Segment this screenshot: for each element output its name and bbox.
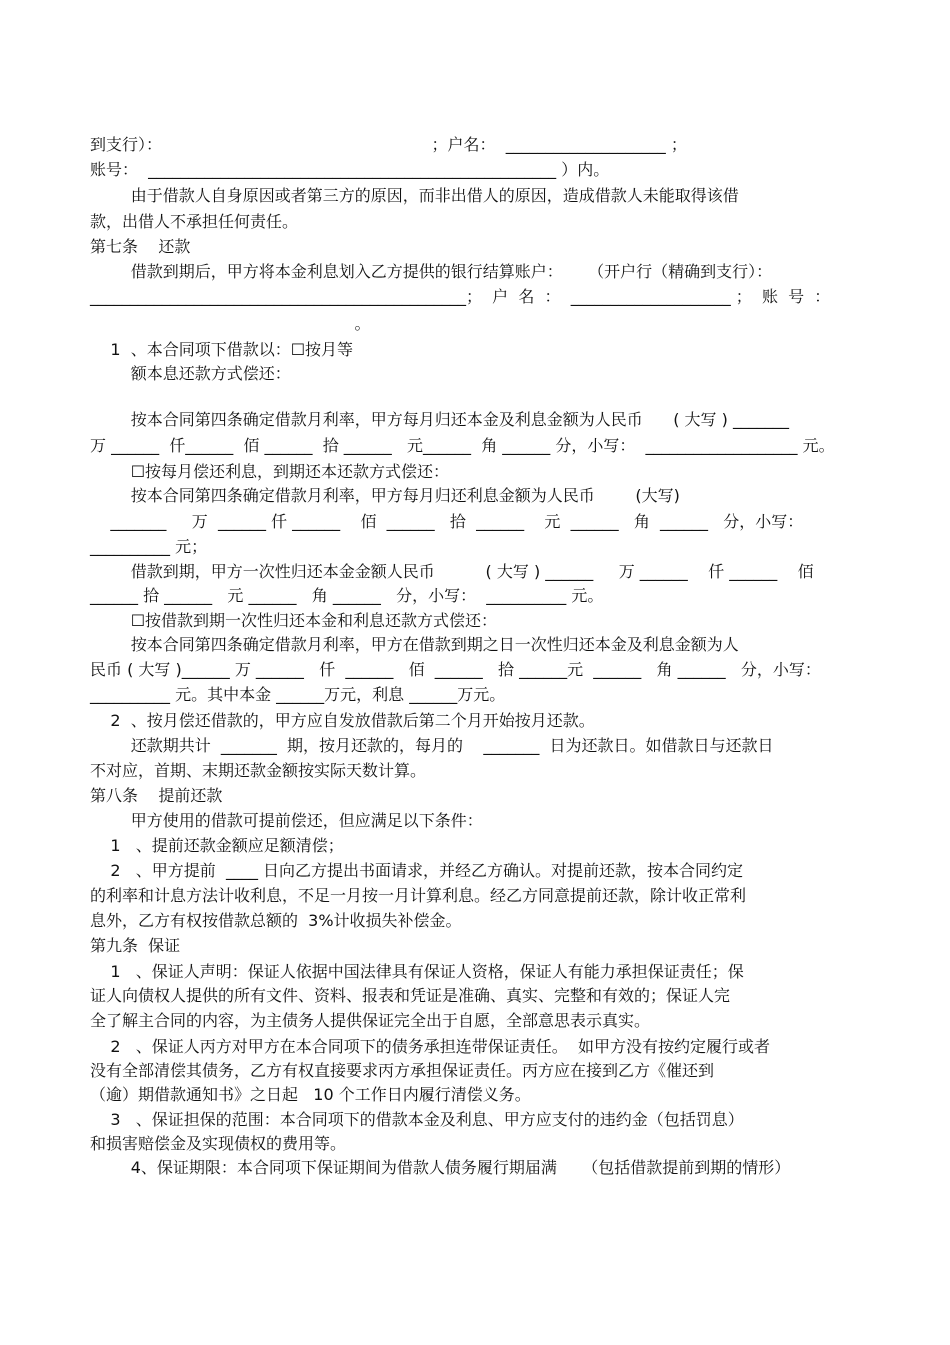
text-line: 到支行）： ；户名： ____________________ ； [90, 135, 687, 154]
section-heading: 第七条 还款 [90, 237, 191, 256]
text-line: 。 [90, 314, 371, 333]
text-line: 3 、保证担保的范围：本合同项下的借款本金及利息、甲方应支付的违约金（包括罚息） [90, 1110, 744, 1129]
text-line: 额本息还款方式偿还： [90, 364, 291, 383]
text-line: 的利率和计息方法计收利息，不足一月按一月计算利息。经乙方同意提前还款，除计收正常利 [90, 886, 747, 905]
text-line: （逾）期借款通知书》之日起 10 个工作日内履行清偿义务。 [90, 1085, 531, 1104]
text-line: 1 、本合同项下借款以：☐按月等 [90, 340, 354, 359]
text-line: 1 、提前还款金额应足额清偿； [90, 836, 344, 855]
text-line: 民币 ( 大写 )______ 万 ______ 仟 ______ 佰 ______ 拾 ______元 ______ 角 ______ 分，小写： [90, 660, 821, 679]
section-heading: 第八条 提前还款 [90, 786, 223, 805]
text-line: 账号： ___________________________________________________ ）内。 [90, 160, 610, 179]
text-line: 2 、按月偿还借款的，甲方应自发放借款后第二个月开始按月还款。 [90, 711, 595, 730]
text-line: 和损害赔偿金及实现债权的费用等。 [90, 1134, 347, 1153]
text-line: 按本合同第四条确定借款月利率，甲方每月归还利息金额为人民币 (大写) [90, 486, 680, 505]
text-line: __________ 元。其中本金 ______万元，利息 ______万元。 [90, 685, 506, 704]
text-line: 2 、甲方提前 ____ 日向乙方提出书面请求，并经乙方确认。对提前还款，按本合同约定 [90, 861, 744, 880]
text-line: 按本合同第四条确定借款月利率，甲方在借款到期之日一次性归还本金及利息金额为人 [90, 635, 739, 654]
text-line: ______ 拾 ______ 元 ______ 角 ______ 分，小写： __________ 元。 [90, 586, 604, 605]
text-line: 没有全部清偿其债务，乙方有权直接要求丙方承担保证责任。丙方应在接到乙方《催还到 [90, 1061, 715, 1080]
text-line: 借款到期，甲方一次性归还本金金额人民币 ( 大写 ) ______ 万 ______ 仟 ______ 佰 [90, 562, 814, 581]
text-line: 由于借款人自身原因或者第三方的原因，而非出借人的原因，造成借款人未能取得该借 [90, 186, 739, 205]
text-line: 甲方使用的借款可提前偿还，但应满足以下条件： [90, 811, 483, 830]
text-line: 款，出借人不承担任何责任。 [90, 212, 299, 231]
text-line: ☐按借款到期一次性归还本金和利息还款方式偿还： [90, 611, 498, 630]
section-heading: 第九条 保证 [90, 936, 181, 955]
text-line: 2 、保证人丙方对甲方在本合同项下的债务承担连带保证责任。 如甲方没有按约定履行或者 [90, 1037, 770, 1056]
text-line: 借款到期后，甲方将本金利息划入乙方提供的银行结算账户： （开户行（精确到支行）： [90, 262, 773, 281]
text-line: 不对应，首期、末期还款金额按实际天数计算。 [90, 761, 427, 780]
text-line: 证人向债权人提供的所有文件、资料、报表和凭证是准确、真实、完整和有效的；保证人完 [90, 986, 731, 1005]
text-line: ☐按每月偿还利息，到期还本还款方式偿还： [90, 462, 450, 481]
text-line: 还款期共计 _______ 期，按月还款的，每月的 _______ 日为还款日。如借款日与还款日 [90, 736, 774, 755]
text-line: 万 ______ 仟______ 佰 ______ 拾 ______ 元______ 角 ______ 分，小写： ___________________ 元。 [90, 436, 835, 455]
text-line: __________ 元； [90, 537, 208, 556]
text-line: 按本合同第四条确定借款月利率，甲方每月归还本金及利息金额为人民币 ( 大写 ) _______ [90, 410, 789, 429]
text-line: 全了解主合同的内容，为主债务人提供保证完全出于自愿，全部意思表示真实。 [90, 1011, 651, 1030]
text-line: 4、保证期限：本合同项下保证期间为借款人债务履行期届满 （包括借款提前到期的情形） [90, 1158, 791, 1177]
text-line: _______ 万 ______ 仟 ______ 佰 ______ 拾 ______ 元 ______ 角 ______ 分，小写： [90, 512, 804, 531]
text-line: 息外，乙方有权按借款总额的 3%计收损失补偿金。 [90, 911, 462, 930]
text-line: 1 、保证人声明：保证人依据中国法律具有保证人资格，保证人有能力承担保证责任；保 [90, 962, 744, 981]
text-line: _______________________________________________； 户 名 ： ____________________ ； 账 号 ： [90, 287, 831, 306]
